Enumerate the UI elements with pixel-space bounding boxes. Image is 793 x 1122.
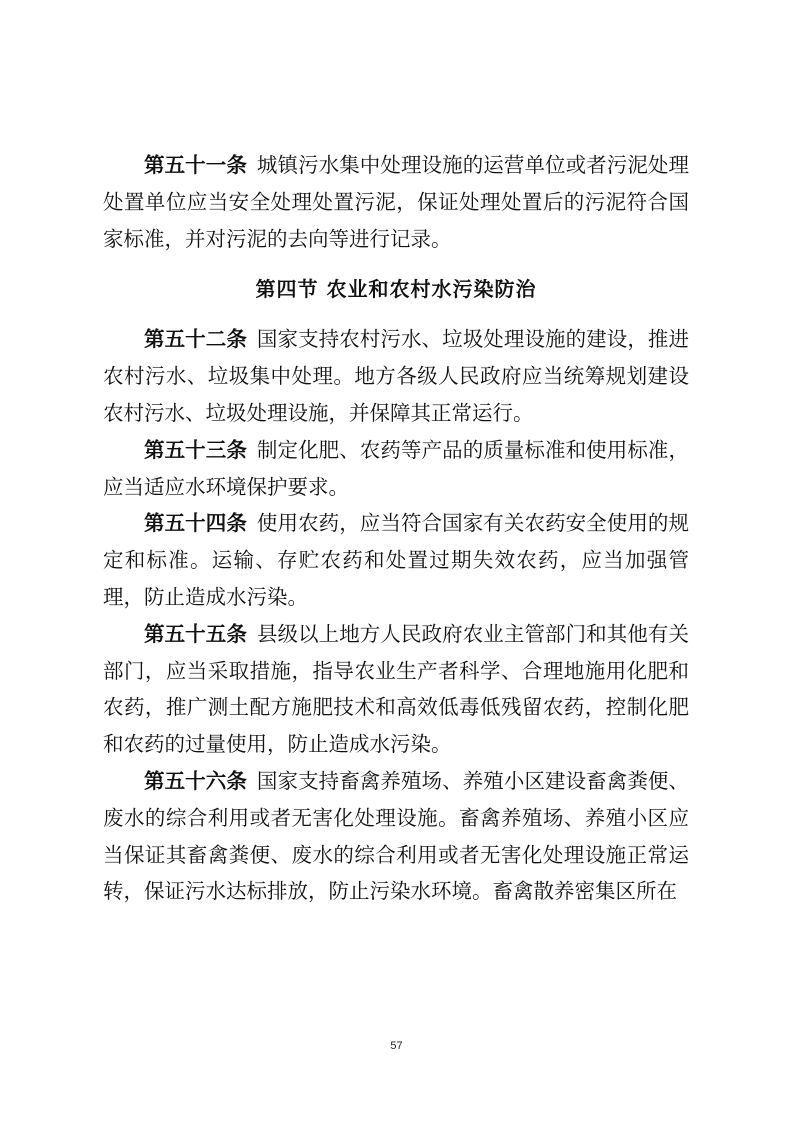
article-54 bbox=[103, 505, 689, 615]
article-53 bbox=[103, 432, 689, 506]
section-heading: 第四节 农业和农村水污染防治 bbox=[255, 277, 537, 302]
article-55 bbox=[103, 616, 689, 763]
article-text: 城镇污水集中处理设施的运营单位或者污泥处理处置单位应当安全处理处置污泥，保证处理处置后的污泥符合国家标准，并对污泥的去向等进行记录。 bbox=[103, 153, 690, 251]
article-number: 第五十五条 bbox=[144, 621, 247, 646]
article-51 bbox=[103, 147, 689, 257]
article-text: 国家支持农村污水、垃圾处理设施的建设，推进农村污水、垃圾集中处理。地方各级人民政府应当统筹规划建设农村污水、垃圾处理设施，并保障其正常运行。 bbox=[103, 327, 690, 425]
article-number: 第五十六条 bbox=[144, 768, 247, 793]
article-text: 制定化肥、农药等产品的质量标准和使用标准，应当适应水环境保护要求。 bbox=[103, 437, 690, 499]
article-text: 县级以上地方人民政府农业主管部门和其他有关部门，应当采取措施，指导农业生产者科学、合理地施用化肥和农药，推广测土配方施肥技术和高效低毒低残留农药，控制化肥和农药的过量使用，防止造成水污染。 bbox=[103, 621, 690, 757]
article-number: 第五十四条 bbox=[144, 511, 247, 536]
article-56 bbox=[103, 763, 689, 910]
article-number: 第五十一条 bbox=[144, 153, 247, 177]
article-text: 使用农药，应当符合国家有关农药安全使用的规定和标准。运输、存贮农药和处置过期失效农药，应当加强管理，防止造成水污染。 bbox=[103, 511, 690, 609]
article-number: 第五十二条 bbox=[144, 327, 247, 352]
page-number: 57 bbox=[390, 1040, 403, 1052]
article-52 bbox=[103, 321, 689, 431]
document-body bbox=[103, 147, 689, 910]
article-number: 第五十三条 bbox=[144, 437, 247, 462]
article-text: 国家支持畜禽养殖场、养殖小区建设畜禽粪便、废水的综合利用或者无害化处理设施。畜禽养殖场、养殖小区应当保证其畜禽粪便、废水的综合利用或者无害化处理设施正常运转，保证污水达标排放，防止污染水环境。畜禽散养密集区所在 bbox=[103, 768, 690, 904]
